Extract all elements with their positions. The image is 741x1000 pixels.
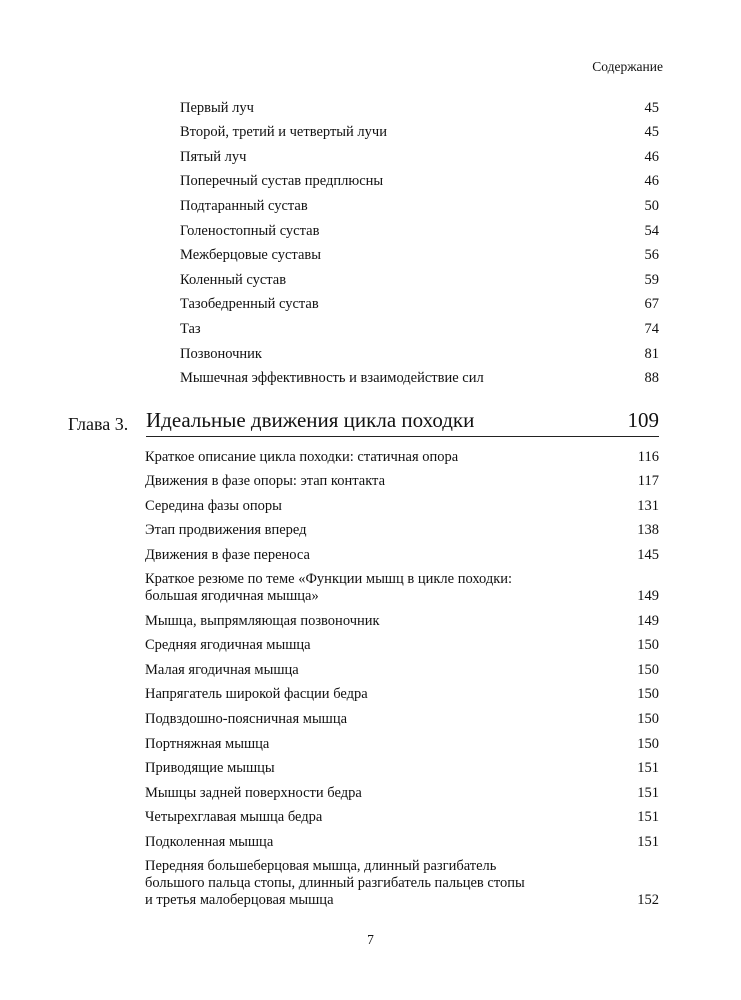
subsection-list bbox=[180, 92, 659, 387]
entry-page: 116 bbox=[637, 448, 659, 465]
entry-title: Портняжная мышца bbox=[145, 735, 270, 752]
toc-entry[interactable] bbox=[180, 338, 659, 363]
toc-entry[interactable] bbox=[145, 679, 659, 704]
entry-page: 152 bbox=[637, 891, 659, 908]
entry-title-line: большая ягодичная мышца» bbox=[145, 587, 319, 604]
entry-page: 56 bbox=[644, 247, 659, 264]
toc-entry[interactable] bbox=[180, 117, 659, 142]
chapter-page: 109 bbox=[627, 408, 659, 432]
toc-entry[interactable] bbox=[145, 851, 659, 909]
entry-page: 74 bbox=[644, 320, 659, 337]
toc-entry[interactable] bbox=[145, 490, 659, 515]
entry-page: 45 bbox=[644, 99, 659, 116]
entry-title: Краткое описание цикла походки: статичная опора bbox=[145, 448, 459, 465]
entry-title: Тазобедренный сустав bbox=[180, 296, 319, 313]
chapter-heading[interactable] bbox=[68, 408, 659, 437]
toc-entry[interactable] bbox=[180, 215, 659, 240]
entry-title: Середина фазы опоры bbox=[145, 497, 282, 514]
entry-page: 117 bbox=[637, 473, 659, 490]
toc-entry[interactable] bbox=[180, 92, 659, 117]
entry-page: 150 bbox=[637, 686, 659, 703]
entry-page: 145 bbox=[637, 546, 659, 563]
toc-entry[interactable] bbox=[180, 289, 659, 314]
entry-title: Средняя ягодичная мышца bbox=[145, 637, 311, 654]
chapter-number: Глава 3. bbox=[68, 414, 129, 434]
entry-title: Межберцовые суставы bbox=[180, 247, 321, 264]
entry-title: Подвздошно-поясничная мышца bbox=[145, 710, 348, 727]
entry-title-line: Передняя большеберцовая мышца, длинный разгибатель bbox=[145, 857, 497, 874]
entry-page: 46 bbox=[644, 148, 659, 165]
entry-title: Четырехглавая мышца бедра bbox=[145, 809, 323, 826]
entry-page: 45 bbox=[644, 124, 659, 141]
toc-entry[interactable] bbox=[145, 802, 659, 827]
toc-entry[interactable] bbox=[180, 190, 659, 215]
toc-entry[interactable] bbox=[145, 515, 659, 540]
entry-title: Первый луч bbox=[180, 99, 254, 116]
entry-title: Мышечная эффективность и взаимодействие сил bbox=[180, 370, 484, 387]
toc-entry[interactable] bbox=[145, 564, 659, 605]
entry-title-line: и третья малоберцовая мышца bbox=[145, 891, 334, 908]
entry-title: Таз bbox=[180, 320, 201, 337]
entry-title: Напрягатель широкой фасции бедра bbox=[145, 686, 368, 703]
entry-title: Позвоночник bbox=[180, 345, 262, 362]
toc-entry[interactable] bbox=[145, 539, 659, 564]
entry-page: 67 bbox=[644, 296, 659, 313]
entry-title: Мышцы задней поверхности бедра bbox=[145, 784, 362, 801]
toc-entry[interactable] bbox=[145, 728, 659, 753]
entry-page: 88 bbox=[644, 370, 659, 387]
toc-entry[interactable] bbox=[145, 654, 659, 679]
chapter-title: Идеальные движения цикла походки bbox=[146, 408, 475, 432]
entry-page: 59 bbox=[644, 271, 659, 288]
entry-title-line: большого пальца стопы, длинный разгибатель пальцев стопы bbox=[145, 874, 525, 891]
entry-title: Движения в фазе переноса bbox=[145, 546, 310, 563]
chapter-entry-list bbox=[145, 441, 659, 909]
toc-entry[interactable] bbox=[145, 466, 659, 491]
entry-title: Поперечный сустав предплюсны bbox=[180, 173, 384, 190]
entry-title: Мышца, выпрямляющая позвоночник bbox=[145, 612, 380, 629]
toc-entry[interactable] bbox=[180, 264, 659, 289]
toc-entry[interactable] bbox=[180, 141, 659, 166]
entry-page: 138 bbox=[637, 522, 659, 539]
toc-entry[interactable] bbox=[145, 777, 659, 802]
entry-title: Подколенная мышца bbox=[145, 833, 274, 850]
entry-page: 50 bbox=[644, 197, 659, 214]
entry-page: 81 bbox=[644, 345, 659, 362]
entry-page: 151 bbox=[637, 784, 659, 801]
entry-title: Пятый луч bbox=[180, 148, 247, 165]
toc-entry[interactable] bbox=[145, 630, 659, 655]
entry-page: 150 bbox=[637, 735, 659, 752]
entry-title: Подтаранный сустав bbox=[180, 197, 308, 214]
toc-entry[interactable] bbox=[145, 441, 659, 466]
toc-entry[interactable] bbox=[145, 826, 659, 851]
entry-page: 150 bbox=[637, 637, 659, 654]
entry-page: 46 bbox=[644, 173, 659, 190]
toc-entry[interactable] bbox=[180, 313, 659, 338]
toc-entry[interactable] bbox=[180, 363, 659, 388]
entry-title: Приводящие мышцы bbox=[145, 760, 275, 777]
entry-page: 150 bbox=[637, 661, 659, 678]
toc-entry[interactable] bbox=[180, 240, 659, 265]
running-header: Содержание bbox=[592, 59, 663, 74]
entry-page: 151 bbox=[637, 760, 659, 777]
entry-title: Коленный сустав bbox=[180, 271, 287, 288]
toc-entry[interactable] bbox=[145, 753, 659, 778]
toc-entry[interactable] bbox=[145, 605, 659, 630]
page-number: 7 bbox=[367, 932, 374, 947]
toc-entry[interactable] bbox=[180, 166, 659, 191]
entry-page: 54 bbox=[644, 222, 659, 239]
entry-title bbox=[145, 571, 552, 605]
entry-page: 131 bbox=[637, 497, 659, 514]
entry-title: Второй, третий и четвертый лучи bbox=[180, 124, 387, 141]
entry-title: Малая ягодичная мышца bbox=[145, 661, 299, 678]
entry-page: 149 bbox=[637, 587, 659, 604]
entry-title: Движения в фазе опоры: этап контакта bbox=[145, 473, 386, 490]
entry-title: Голеностопный сустав bbox=[180, 222, 320, 239]
entry-page: 151 bbox=[637, 809, 659, 826]
entry-page: 150 bbox=[637, 710, 659, 727]
entry-title bbox=[145, 858, 565, 909]
entry-title-line: Краткое резюме по теме «Функции мышц в цикле походки: bbox=[145, 570, 513, 587]
entry-page: 151 bbox=[637, 833, 659, 850]
toc-entry[interactable] bbox=[145, 703, 659, 728]
chapter-title-rule bbox=[146, 408, 659, 437]
entry-title: Этап продвижения вперед bbox=[145, 522, 307, 539]
entry-page: 149 bbox=[637, 612, 659, 629]
